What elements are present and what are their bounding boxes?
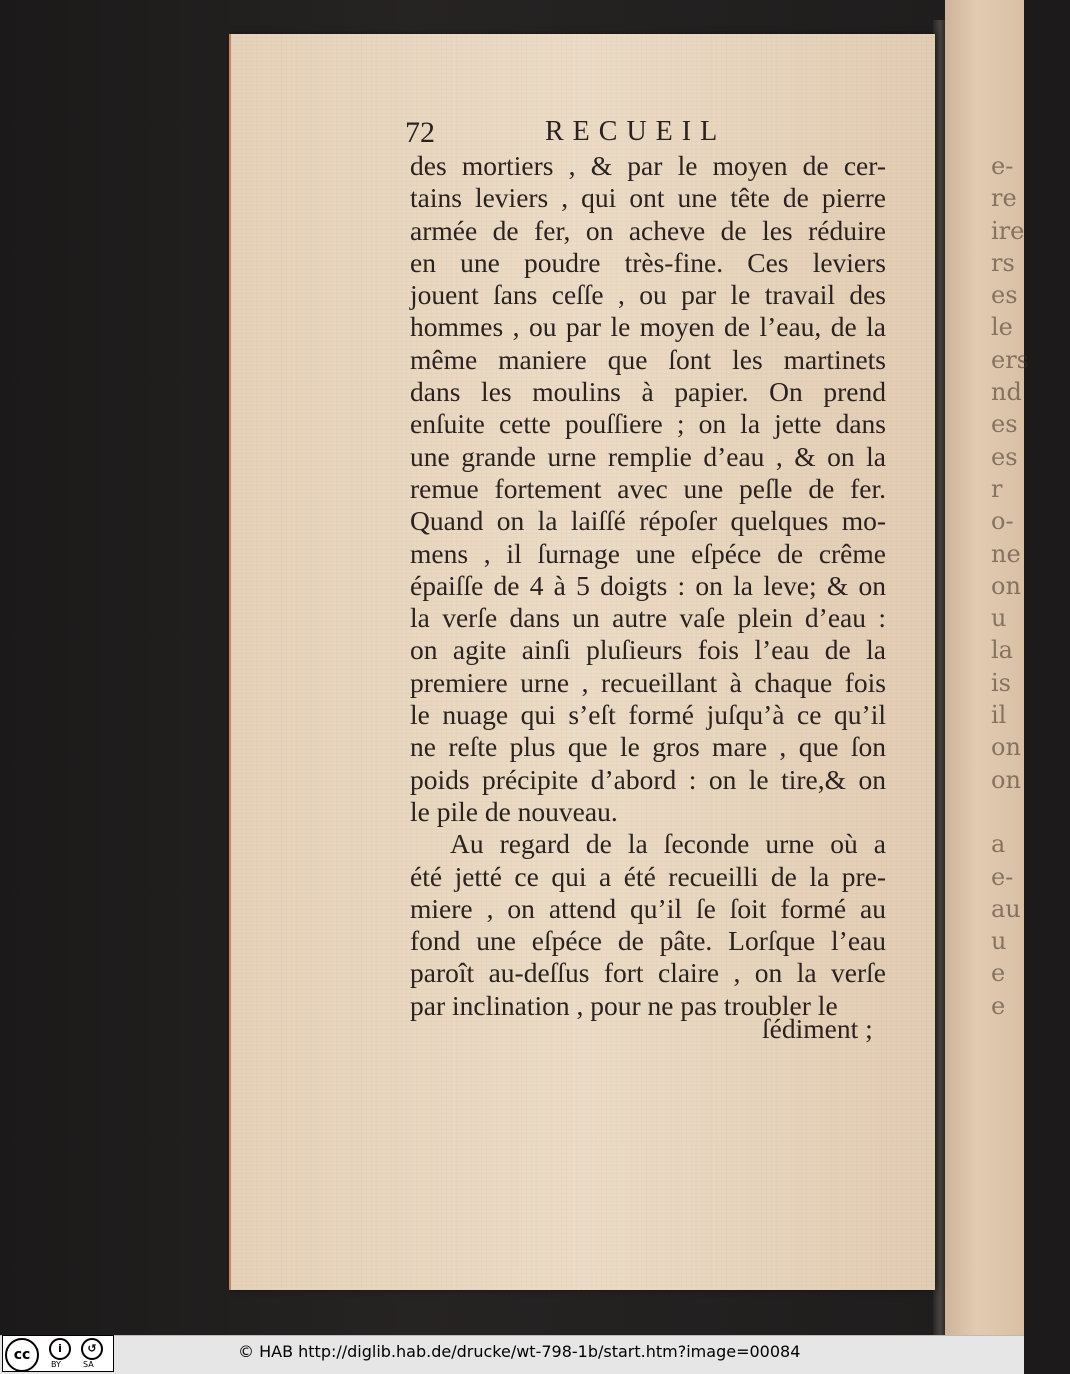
text-line: le nuage qui s’eſt formé juſqu’à ce qu’il [410, 699, 886, 731]
text-line: enſuite cette pouſſiere ; on la jette dans [410, 408, 886, 440]
page-number: 72 [405, 116, 435, 149]
bleed-fragment: ire [991, 216, 1025, 245]
cc-icon: cc [5, 1338, 39, 1372]
bleed-fragment: es [991, 281, 1018, 310]
paragraph-2 [410, 828, 886, 1022]
text-line: le pile de nouveau. [410, 795, 618, 827]
bleed-fragment: il [991, 701, 1007, 730]
text-line: paroît au-deſſus fort claire , on la verſe [410, 957, 886, 989]
catchword: ſédiment ; [762, 1013, 873, 1044]
attribution-icon: i [49, 1338, 71, 1360]
by-label: BY [51, 1360, 61, 1369]
sa-label: SA [83, 1360, 94, 1369]
text-line: on agite ainſi pluſieurs fois l’eau de la [410, 634, 886, 666]
bleed-fragment: on [991, 765, 1021, 794]
text-line: par inclination , pour ne pas troubler le [410, 989, 838, 1021]
text-line: en une poudre très-fine. Ces leviers [410, 246, 886, 278]
bleed-fragment: r [991, 474, 1003, 503]
bleed-fragment: ne [991, 539, 1021, 568]
text-line: des mortiers , & par le moyen de cer- [410, 150, 886, 181]
bleed-fragment: nd [991, 378, 1022, 407]
share-alike-icon: ↺ [81, 1338, 103, 1360]
bleed-fragment: a [991, 830, 1006, 859]
text-line: hommes , ou par le moyen de l’eau, de la [410, 311, 886, 343]
text-line: une grande urne remplie d’eau , & on la [410, 440, 886, 472]
text-line: même maniere que ſont les martinets [410, 343, 886, 375]
paragraph-1 [410, 150, 886, 828]
facing-page-edge [945, 0, 1029, 1335]
bleed-fragment: re [991, 184, 1017, 213]
cc-license-badge[interactable] [2, 1335, 114, 1372]
bleed-fragment [991, 796, 1070, 828]
text-line: épaiſſe de 4 à 5 doigts : on la leve; & on [410, 569, 886, 601]
bleed-fragment: on [991, 571, 1021, 600]
bleed-fragment: is [991, 668, 1011, 697]
bleed-fragment: e- [991, 152, 1014, 180]
text-line: Au regard de la ſeconde urne où a [450, 828, 886, 860]
text-line: premiere urne , recueillant à chaque fois [410, 666, 886, 698]
bleed-fragment: on [991, 733, 1021, 762]
bleed-fragment: ers [991, 345, 1029, 374]
bleed-fragment: e [991, 991, 1006, 1020]
bleed-fragment: u [991, 604, 1007, 633]
text-line: remue fortement avec une peſle de fer. [410, 472, 886, 504]
text-line: la verſe dans un autre vaſe plein d’eau : [410, 602, 886, 634]
text-line: fond une eſpéce de pâte. Lorſque l’eau [410, 925, 886, 957]
text-line: tains leviers , qui ont une tête de pierre [410, 182, 886, 214]
text-line: Quand on la laiſſé répoſer quelques mo- [410, 505, 886, 537]
bleed-fragment: au [991, 894, 1021, 923]
bleed-fragment: o- [991, 507, 1014, 536]
text-line: miere , on attend qu’il ſe ſoit formé au [410, 892, 886, 924]
bleed-fragment: es [991, 410, 1018, 439]
facing-page-bleed-text [945, 150, 1070, 1022]
bleed-fragment: le [991, 313, 1013, 342]
bleed-fragment: e [991, 959, 1006, 988]
text-line: armée de fer, on acheve de les réduire [410, 214, 886, 246]
body-text [410, 118, 886, 1022]
credit-line[interactable]: © HAB http://diglib.hab.de/drucke/wt-798-1b/start.htm?image=00084 [238, 1342, 801, 1361]
text-line: poids précipite d’abord : on le tire,& on [410, 763, 886, 795]
bleed-fragment: es [991, 442, 1018, 471]
running-title: RECUEIL [545, 116, 727, 147]
bleed-fragment: u [991, 927, 1007, 956]
text-line: dans les moulins à papier. On prend [410, 376, 886, 408]
text-line: été jetté ce qui a été recueilli de la pre- [410, 860, 886, 892]
text-line: jouent ſans ceſſe , ou par le travail des [410, 279, 886, 311]
text-line: mens , il ſurnage une eſpéce de crême [410, 537, 886, 569]
text-line: ne reſte plus que le gros mare , que ſon [410, 731, 886, 763]
bleed-fragment: la [991, 636, 1013, 665]
bleed-fragment: e- [991, 862, 1014, 891]
bleed-fragment: rs [991, 248, 1015, 277]
